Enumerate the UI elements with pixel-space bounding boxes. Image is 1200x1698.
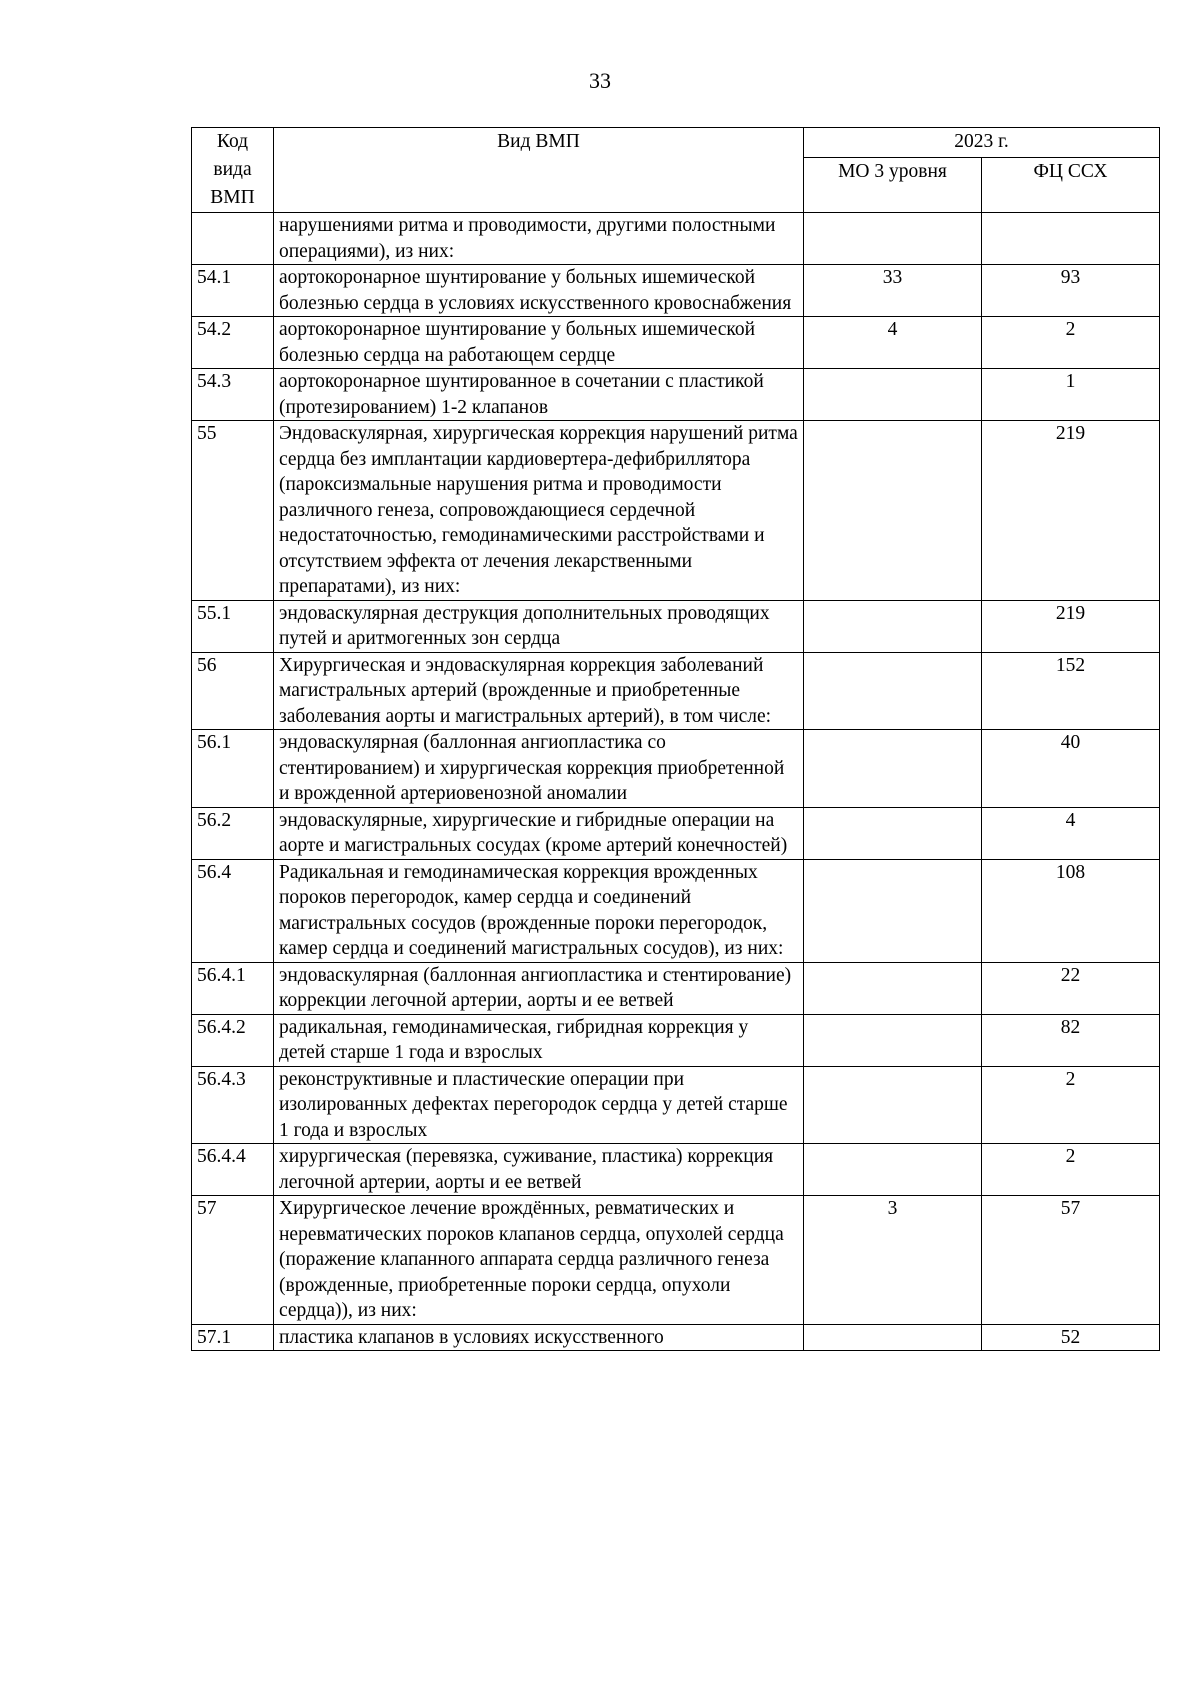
mo-cell xyxy=(804,652,982,730)
name-cell: реконструктивные и пластические операции при изолированных дефектах перегородок сердца у детей старше 1 года и взрослых xyxy=(274,1066,804,1144)
code-cell: 56.4.1 xyxy=(192,962,274,1014)
mo-cell xyxy=(804,1066,982,1144)
vmp-table xyxy=(191,127,1160,1351)
fc-cell: 40 xyxy=(982,730,1160,808)
code-cell: 54.2 xyxy=(192,317,274,369)
name-cell: радикальная, гемодинамическая, гибридная коррекция у детей старше 1 года и взрослых xyxy=(274,1014,804,1066)
header-year: 2023 г. xyxy=(804,128,1160,158)
table-row xyxy=(192,1014,1160,1066)
name-cell: аортокоронарное шунтирование у больных ишемической болезнью сердца на работающем сердце xyxy=(274,317,804,369)
table-row xyxy=(192,265,1160,317)
header-fc: ФЦ ССХ xyxy=(982,157,1160,212)
code-cell: 54.3 xyxy=(192,369,274,421)
header-mo: МО 3 уровня xyxy=(804,157,982,212)
table-row xyxy=(192,317,1160,369)
mo-cell xyxy=(804,421,982,601)
table-header xyxy=(192,128,1160,213)
mo-cell xyxy=(804,807,982,859)
mo-cell xyxy=(804,600,982,652)
fc-cell: 82 xyxy=(982,1014,1160,1066)
name-cell: аортокоронарное шунтированное в сочетании с пластикой (протезированием) 1-2 клапанов xyxy=(274,369,804,421)
table-row xyxy=(192,962,1160,1014)
name-cell: нарушениями ритма и проводимости, другими полостными операциями), из них: xyxy=(274,213,804,265)
fc-cell: 2 xyxy=(982,1066,1160,1144)
mo-cell xyxy=(804,1324,982,1351)
table-row xyxy=(192,1324,1160,1351)
code-cell: 56 xyxy=(192,652,274,730)
fc-cell: 93 xyxy=(982,265,1160,317)
table-row xyxy=(192,1066,1160,1144)
code-cell: 56.1 xyxy=(192,730,274,808)
name-cell: Эндоваскулярная, хирургическая коррекция нарушений ритма сердца без имплантации кардиовертера-дефибриллятора (пароксизмальные нарушения ритма и проводимости различного генеза, сопровождающиеся сердечной недостаточностью, гемодинамическими расстройствами и отсутствием эффекта от лечения лекарственными препаратами), из них: xyxy=(274,421,804,601)
fc-cell: 2 xyxy=(982,1144,1160,1196)
header-kind: Вид ВМП xyxy=(274,128,804,213)
mo-cell xyxy=(804,1014,982,1066)
fc-cell xyxy=(982,213,1160,265)
name-cell: Хирургическое лечение врождённых, ревматических и неревматических пороков клапанов сердца, опухолей сердца (поражение клапанного аппарата сердца различного генеза (врожденные, приобретенные пороки сердца, опухоли сердца)), из них: xyxy=(274,1196,804,1325)
code-cell: 56.2 xyxy=(192,807,274,859)
table-row xyxy=(192,1196,1160,1325)
code-cell: 56.4.4 xyxy=(192,1144,274,1196)
code-cell: 55.1 xyxy=(192,600,274,652)
mo-cell xyxy=(804,859,982,962)
table-row xyxy=(192,421,1160,601)
name-cell: эндоваскулярная (баллонная ангиопластика и стентирование) коррекции легочной артерии, аорты и ее ветвей xyxy=(274,962,804,1014)
code-cell: 55 xyxy=(192,421,274,601)
fc-cell: 219 xyxy=(982,600,1160,652)
table-body xyxy=(192,213,1160,1351)
fc-cell: 2 xyxy=(982,317,1160,369)
code-cell: 57 xyxy=(192,1196,274,1325)
fc-cell: 22 xyxy=(982,962,1160,1014)
table-row xyxy=(192,652,1160,730)
table-row xyxy=(192,730,1160,808)
mo-cell: 4 xyxy=(804,317,982,369)
header-code: Код вида ВМП xyxy=(192,128,274,213)
mo-cell xyxy=(804,962,982,1014)
mo-cell: 3 xyxy=(804,1196,982,1325)
name-cell: эндоваскулярные, хирургические и гибридные операции на аорте и магистральных сосудах (кроме артерий конечностей) xyxy=(274,807,804,859)
table-row xyxy=(192,213,1160,265)
code-cell: 56.4.3 xyxy=(192,1066,274,1144)
name-cell: эндоваскулярная (баллонная ангиопластика со стентированием) и хирургическая коррекция приобретенной и врожденной артериовенозной аномалии xyxy=(274,730,804,808)
code-cell: 57.1 xyxy=(192,1324,274,1351)
table-row xyxy=(192,1144,1160,1196)
fc-cell: 152 xyxy=(982,652,1160,730)
fc-cell: 52 xyxy=(982,1324,1160,1351)
table-row xyxy=(192,807,1160,859)
page-number: 33 xyxy=(589,68,611,93)
code-cell xyxy=(192,213,274,265)
name-cell: пластика клапанов в условиях искусственного xyxy=(274,1324,804,1351)
name-cell: Радикальная и гемодинамическая коррекция врожденных пороков перегородок, камер сердца и соединений магистральных сосудов (врожденные пороки перегородок, камер сердца и соединений магистральных сосудов), из них: xyxy=(274,859,804,962)
fc-cell: 219 xyxy=(982,421,1160,601)
fc-cell: 4 xyxy=(982,807,1160,859)
code-cell: 56.4.2 xyxy=(192,1014,274,1066)
name-cell: хирургическая (перевязка, суживание, пластика) коррекция легочной артерии, аорты и ее ветвей xyxy=(274,1144,804,1196)
name-cell: аортокоронарное шунтирование у больных ишемической болезнью сердца в условиях искусственного кровоснабжения xyxy=(274,265,804,317)
mo-cell xyxy=(804,369,982,421)
mo-cell: 33 xyxy=(804,265,982,317)
mo-cell xyxy=(804,213,982,265)
fc-cell: 108 xyxy=(982,859,1160,962)
mo-cell xyxy=(804,1144,982,1196)
code-cell: 54.1 xyxy=(192,265,274,317)
code-cell: 56.4 xyxy=(192,859,274,962)
table-row xyxy=(192,369,1160,421)
name-cell: эндоваскулярная деструкция дополнительных проводящих путей и аритмогенных зон сердца xyxy=(274,600,804,652)
fc-cell: 57 xyxy=(982,1196,1160,1325)
table-row xyxy=(192,600,1160,652)
mo-cell xyxy=(804,730,982,808)
fc-cell: 1 xyxy=(982,369,1160,421)
name-cell: Хирургическая и эндоваскулярная коррекция заболеваний магистральных артерий (врожденные и приобретенные заболевания аорты и магистральных артерий), в том числе: xyxy=(274,652,804,730)
table-row xyxy=(192,859,1160,962)
